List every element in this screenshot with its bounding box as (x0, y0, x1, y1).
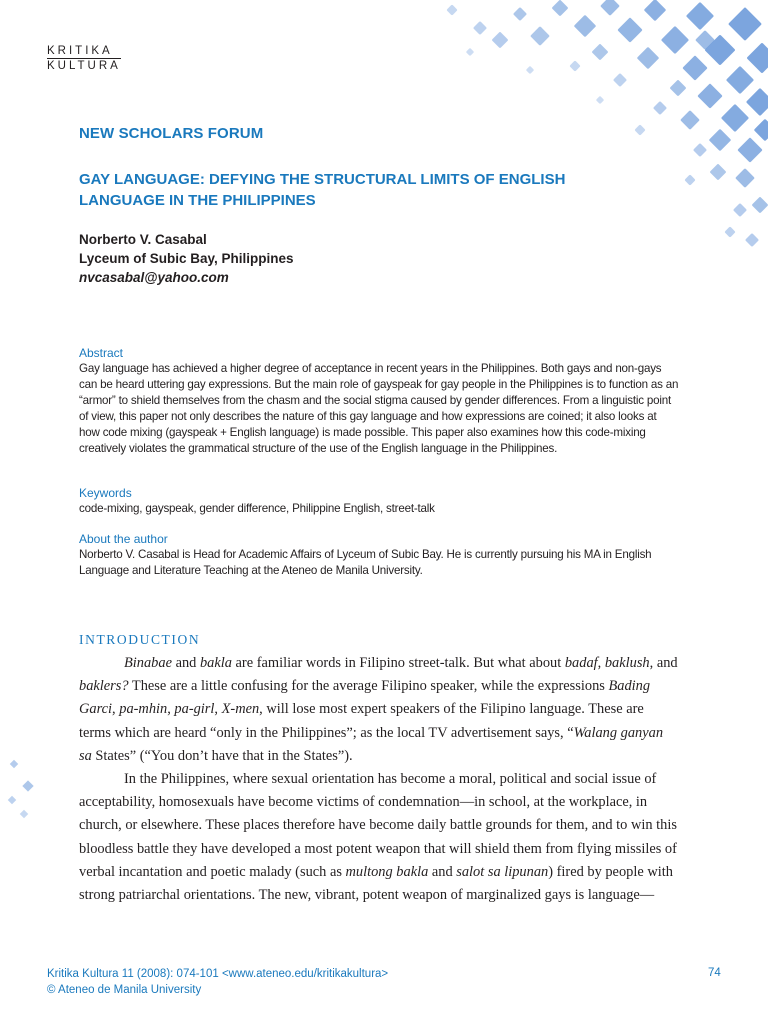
decorative-diamond (680, 110, 700, 130)
author-affiliation: Lyceum of Subic Bay, Philippines (79, 251, 294, 266)
decorative-diamond (735, 168, 755, 188)
paragraph-1 (79, 652, 679, 768)
decorative-diamond (600, 0, 620, 16)
decorative-diamond (596, 96, 604, 104)
abstract-heading: Abstract (79, 346, 124, 360)
decorative-diamond (721, 104, 749, 132)
decorative-diamond (682, 55, 707, 80)
text-run: and (428, 863, 457, 880)
decorative-diamond (466, 48, 474, 56)
body-text (79, 652, 679, 907)
decorative-diamond (737, 137, 762, 162)
decorative-diamond (686, 2, 714, 30)
author-email: nvcasabal@yahoo.com (79, 270, 229, 285)
page-footer (47, 966, 388, 998)
decorative-diamond (724, 226, 735, 237)
decorative-diamond (473, 21, 487, 35)
term: Bading Garci (79, 678, 651, 718)
decorative-diamond (745, 233, 759, 247)
decorative-diamond (492, 32, 509, 49)
decorative-diamond (634, 124, 645, 135)
text-run: are familiar words in Filipino street-talk. But what about (231, 655, 565, 671)
term: bakla (199, 655, 232, 671)
decorative-diamond (752, 197, 768, 214)
paper-title: GAY LANGUAGE: DEFYING THE STRUCTURAL LIMITS OF ENGLISH LANGUAGE IN THE PHILIPPINES (79, 171, 566, 209)
decorative-diamond (613, 73, 627, 87)
text-run: and (171, 655, 200, 671)
decorative-diamond (653, 101, 667, 115)
term: multong bakla (345, 863, 429, 880)
decorative-diamond (526, 66, 534, 74)
decorative-diamond (670, 80, 687, 97)
text-run: States” (“You don’t have that in the States”). (91, 747, 353, 764)
text-run: In the Philippines, where sexual orientation has become a moral, political and social issue of acceptability, homosexuals have become victims of condemnation—in school, at the workplace, in church, or elsewhere. These places therefore have become daily battle grounds for them, and to win this bloodless battle they have developed a most potent weapon that will shield them from flying missiles of verbal incantation and poetic malady (such as (79, 771, 677, 880)
page-number: 74 (708, 967, 721, 979)
term: pa-mhin (119, 701, 168, 718)
decorative-diamond (10, 760, 18, 768)
text-run: , (214, 701, 222, 718)
decorative-diamond (574, 15, 597, 38)
decorative-diamond (20, 810, 28, 818)
text-run: , will lose most expert speakers of the Filipino language. These are terms which are heard “only in the Philippines”; as the local TV advertisement says, “ (79, 701, 644, 741)
decorative-diamond (704, 34, 735, 65)
text-run: , and (649, 655, 678, 671)
term: Binabae (124, 655, 172, 671)
logo-line-1: KRITIKA (47, 45, 113, 57)
text-run: ) fired by people with strong patriarchal orientations. The new, vibrant, potent weapon of marginalized gays is language— (79, 863, 673, 904)
decorative-diamond (592, 44, 609, 61)
decorative-diamond (709, 129, 732, 152)
about-author-heading: About the author (79, 532, 168, 546)
copyright-line: © Ateneo de Manila University (47, 984, 202, 996)
decorative-diamond (733, 203, 747, 217)
decorative-diamond (552, 0, 569, 16)
decorative-diamond (684, 174, 695, 185)
decorative-diamond (726, 66, 754, 94)
citation-line: Kritika Kultura 11 (2008): 074-101 <www.ateneo.edu/kritikakultura> (47, 968, 389, 980)
logo-line-2: KULTURA (47, 60, 121, 72)
introduction-heading: INTRODUCTION (79, 632, 201, 647)
decorative-diamond (728, 7, 762, 41)
decorative-diamond (513, 7, 527, 21)
keywords-heading: Keywords (79, 486, 132, 500)
decorative-diamond (22, 780, 33, 791)
term: Walang ganyan sa (79, 724, 664, 764)
text-run: , (597, 655, 605, 671)
term: pa-girl (174, 701, 215, 718)
author-block (79, 230, 294, 287)
author-name: Norberto V. Casabal (79, 232, 207, 247)
term: X-men (221, 701, 260, 718)
decorative-diamond (697, 83, 722, 108)
decorative-diamond (530, 26, 550, 46)
paragraph-2 (79, 768, 679, 907)
term: baklers? (79, 678, 129, 695)
term: salot sa lipunan (456, 863, 549, 880)
decorative-diamond (661, 26, 689, 54)
decorative-diamond (569, 60, 580, 71)
decorative-diamond (644, 0, 667, 21)
term: badaf (564, 655, 598, 671)
about-author-text: Norberto V. Casabal is Head for Academic Affairs of Lyceum of Subic Bay. He is currently pursuing his MA in English Language and Literature Teaching at the Ateneo de Manila University. (79, 548, 652, 577)
decorative-diamond (446, 4, 457, 15)
decorative-diamond (746, 88, 768, 116)
term: baklush (604, 655, 650, 671)
text-run: , (167, 701, 175, 718)
abstract-text: Gay language has achieved a higher degree of acceptance in recent years in the Philippines. Both gays and non-gays can be heard uttering gay expressions. But the main role of gayspeak for gay people in the Philippines is to function as an “armor” to shield themselves from the chasm and the social stigma caused by gender differences. From a linguistic point of view, this paper not only describes the nature of this gay language and how expressions are coined; it also looks at how code mixing (gayspeak + English language) is made possible. This paper also examines how this code-mixing creatively violates the grammatical structure of the use of the English language in the Philippines. (79, 362, 679, 455)
decorative-diamond (695, 30, 715, 50)
decorative-diamond (754, 119, 768, 142)
decorative-diamond (637, 47, 660, 70)
decorative-diamond (693, 143, 707, 157)
text-run: These are a little confusing for the average Filipino speaker, while the expressions (128, 678, 609, 695)
section-label: NEW SCHOLARS FORUM (79, 125, 264, 142)
decorative-diamond (8, 796, 16, 804)
decorative-diamond (617, 17, 642, 42)
decorative-diamond (710, 164, 727, 181)
keywords-text: code-mixing, gayspeak, gender difference, Philippine English, street-talk (79, 502, 435, 515)
journal-logo (47, 44, 121, 73)
decorative-diamond (746, 42, 768, 73)
text-run: , (112, 701, 120, 718)
